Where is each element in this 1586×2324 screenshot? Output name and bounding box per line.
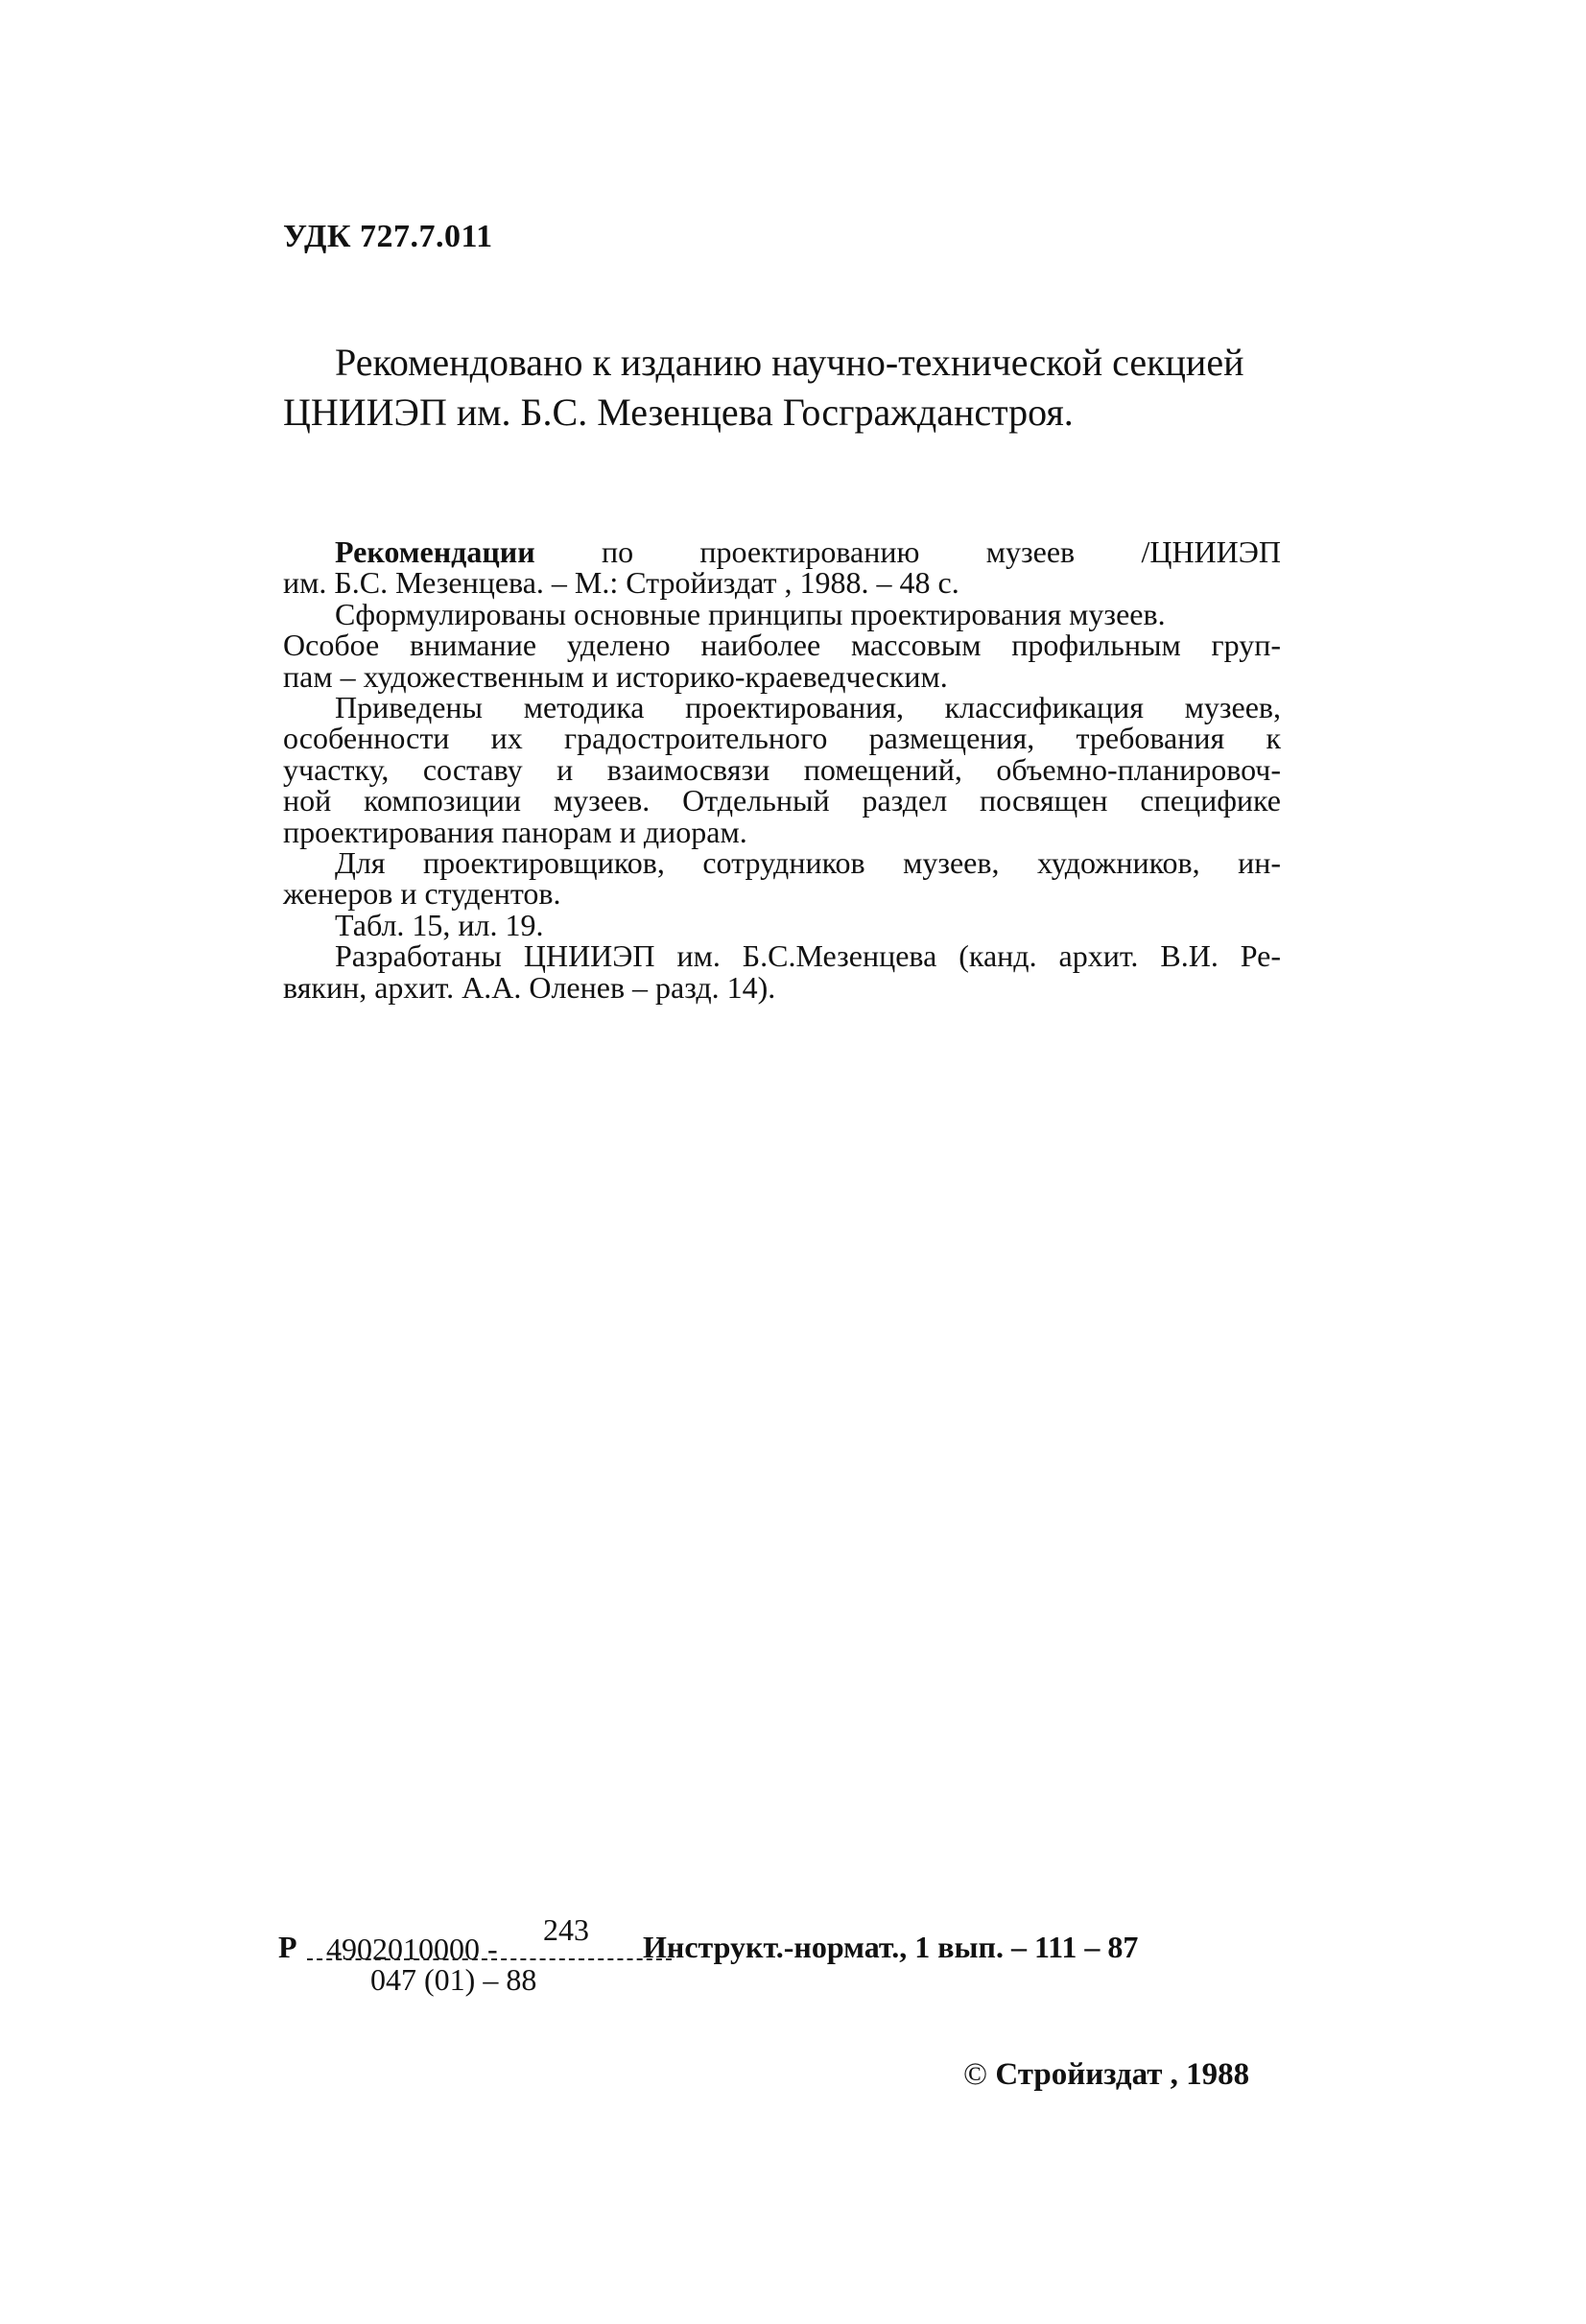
abstract-line: ной композиции музеев. Отдельный раздел посвящен специфике [283,783,1281,818]
copyright-text: Стройиздат , 1988 [987,2057,1250,2092]
bibliographic-abstract [283,536,1281,1003]
abstract-title-word: Рекомендации [335,534,535,569]
edition-series: Инструкт.-нормат., 1 вып. – 111 – 87 [643,1930,1139,1964]
abstract-line: участку, составу и взаимосвязи помещений, объемно-планировоч- [283,751,1281,787]
edition-prefix: Р [278,1930,297,1964]
copyright-icon: © [963,2057,988,2092]
abstract-line: женеров и студентов. [283,876,561,912]
edition-numerator: 4902010000 - [326,1932,498,1966]
recommendation-line: Рекомендовано к изданию научно-технической секцией [335,341,1244,384]
abstract-line: Табл. 15, ил. 19. [335,907,544,942]
fraction-rule [307,1958,672,1960]
abstract-line: Сформулированы основные принципы проектирования музеев. [335,596,1166,631]
abstract-line: особенности их градостроительного размещения, требования к [283,721,1281,756]
abstract-line: пам – художественным и историко-краеведческим. [283,658,948,694]
abstract-line: Разработаны ЦНИИЭП им. Б.С.Мезенцева (канд. архит. В.И. Ре- [335,938,1281,974]
edition-code [278,1912,1238,2004]
abstract-line: проектирования панорам и диорам. [283,814,747,849]
edition-denominator: 047 (01) – 88 [370,1962,537,1997]
abstract-line: вякин, архит. А.А. Оленев – разд. 14). [283,969,776,1005]
recommendation-statement [283,338,1300,438]
abstract-line: им. Б.С. Мезенцева. – М.: Стройиздат , 1988. – 48 с. [283,565,959,601]
copyright-notice [963,2057,1249,2093]
abstract-title-rest: по проектированию музеев /ЦНИИЭП [534,534,1281,569]
edition-numerator-superscript: 243 [543,1912,589,1947]
abstract-line: Приведены методика проектирования, классификация музеев, [335,690,1281,725]
abstract-line: Для проектировщиков, сотрудников музеев, художников, ин- [335,845,1281,881]
recommendation-line: ЦНИИЭП им. Б.С. Мезенцева Госгражданстроя. [283,391,1074,434]
abstract-line: Особое внимание уделено наиболее массовым профильным груп- [283,628,1281,663]
udk-code: УДК 727.7.011 [283,219,493,254]
abstract-line [283,536,1281,567]
